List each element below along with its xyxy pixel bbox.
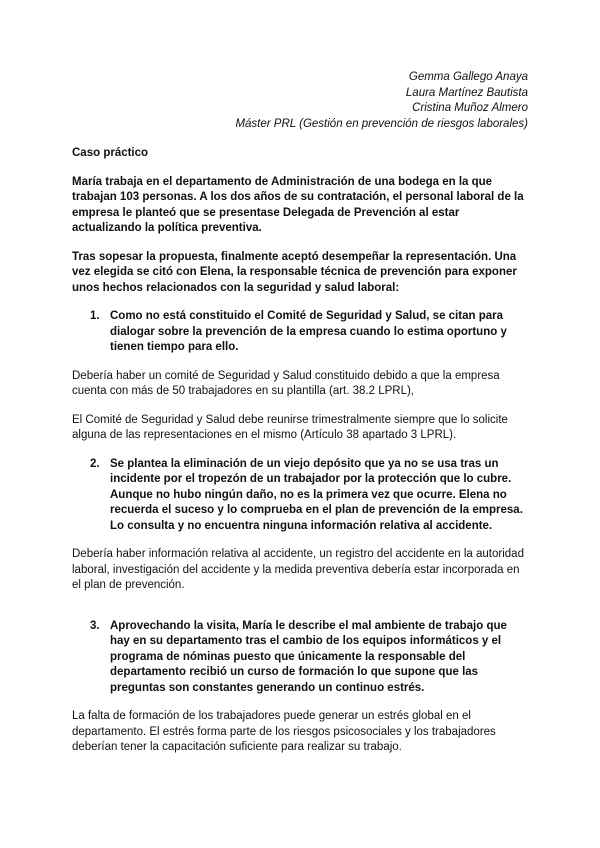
question-number: 1.	[90, 310, 100, 322]
document-body	[72, 146, 528, 769]
author-name: Laura Martínez Bautista	[405, 86, 528, 99]
answer-paragraph: Debería haber un comité de Seguridad y Salud constituido debido a que la empresa cuenta con más de 50 trabajadores en su plantilla (art. 38.2 LPRL),	[72, 369, 500, 397]
question-text: Se plantea la eliminación de un viejo depósito que ya no se usa tras un incidente por el tropezón de un trabajador por la protección que lo cubre. Aunque no hubo ningún daño, no es la primera vez que ocurre. Elena no recuerda el suceso y lo comprueba en el plan de prevención de la empresa. Lo consulta y no encuentra ninguna información relativa al accidente.	[110, 457, 523, 532]
intro-paragraph: Tras sopesar la propuesta, finalmente aceptó desempeñar la representación. Una vez elegida se citó con Elena, la responsable técnica de prevención para exponer unos hechos relacionados con la seguridad y salud laboral:	[72, 250, 517, 294]
question-3	[72, 619, 528, 697]
answer-paragraph: El Comité de Seguridad y Salud debe reunirse trimestralmente siempre que lo solicite alguna de las representaciones en el mismo (Artículo 38 apartado 3 LPRL).	[72, 413, 508, 441]
answer-paragraph: Debería haber información relativa al accidente, un registro del accidente en la autoridad laboral, investigación del accidente y la medida preventiva debería estar incorporada en el plan de prevención.	[72, 548, 524, 591]
question-text: Como no está constituido el Comité de Seguridad y Salud, se citan para dialogar sobre la prevención de la empresa cuando lo estima oportuno y tienen tiempo para ello.	[110, 310, 507, 353]
question-number: 2.	[90, 457, 100, 470]
author-name: Cristina Muñoz Almero	[412, 102, 528, 114]
author-name: Gemma Gallego Anaya	[408, 71, 528, 83]
spacer	[72, 607, 528, 619]
answer-paragraph: La falta de formación de los trabajadores puede generar un estrés global en el departamento. El estrés forma parte de los riesgos psicosociales y los trabajadores deberían tener la capacitación suficiente para realizar su trabajo.	[72, 710, 496, 753]
question-2	[72, 457, 528, 535]
question-number: 3.	[90, 619, 100, 632]
section-title: Caso práctico	[72, 147, 149, 159]
author-block	[235, 70, 528, 132]
program-name: Máster PRL (Gestión en prevención de riesgos laborales)	[235, 117, 528, 130]
intro-paragraph: María trabaja en el departamento de Administración de una bodega en la que trabajan 103 personas. A los dos años de su contratación, el personal laboral de la empresa le planteó que se presentase Delegada de Prevención al estar actualizando la política preventiva.	[72, 175, 524, 234]
question-1	[72, 309, 528, 356]
question-text: Aprovechando la visita, María le describe el mal ambiente de trabajo que hay en su departamento tras el cambio de los equipos informáticos y el programa de nóminas puesto que únicamente la responsable del departamento recibió un curso de formación lo que supone que las preguntas son constantes generando un continuo estrés.	[110, 619, 507, 694]
